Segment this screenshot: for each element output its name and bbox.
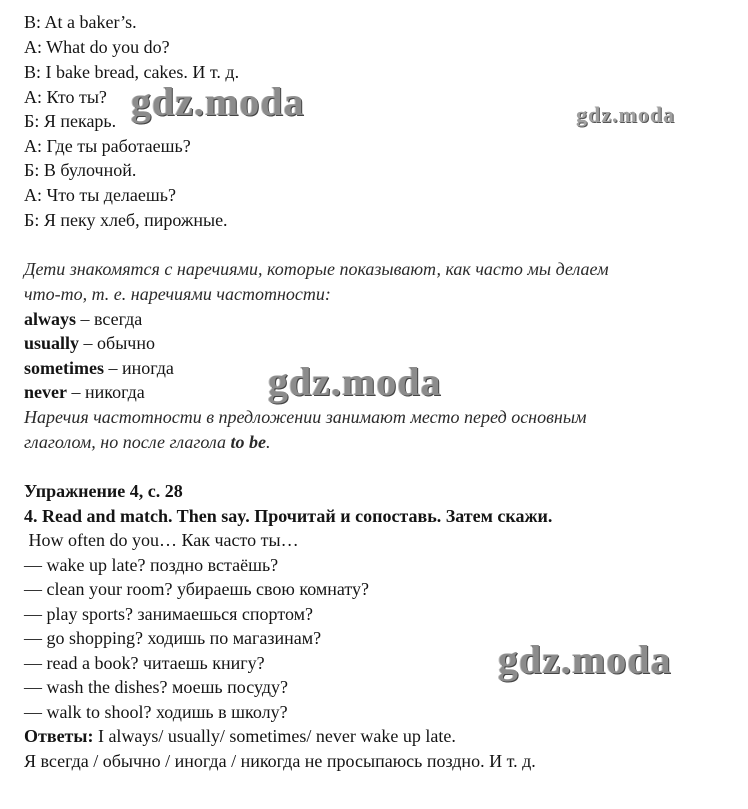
answer-translation: Я всегда / обычно / иногда / никогда не просыпаюсь поздно. И т. д. — [24, 751, 536, 771]
adverb-translation: – никогда — [66, 382, 145, 402]
exercise-question: How often do you… Как часто ты… — [24, 530, 299, 550]
exercise-heading: Упражнение 4, с. 28 — [24, 481, 183, 501]
dialogue-line: А: Кто ты? — [24, 87, 107, 107]
dialogue-line: Б: В булочной. — [24, 160, 137, 180]
adverb-word: sometimes — [24, 358, 104, 378]
rule-text-part: глаголом, но после глагола — [24, 432, 231, 452]
exercise-item: — wake up late? поздно встаёшь? — [24, 555, 279, 575]
watermark-logo: gdz.moda — [576, 102, 676, 127]
intro-text: Дети знакомятся с наречиями, которые показывают, как часто мы делаем — [24, 259, 609, 279]
rule-text — [24, 430, 736, 454]
intro-text: что-то, т. е. наречиями частотности: — [24, 284, 331, 304]
exercise-item: — read a book? читаешь книгу? — [24, 653, 265, 673]
adverb-entry — [24, 356, 736, 380]
answer-text: I always/ usually/ sometimes/ never wake up late. — [93, 726, 456, 746]
dialogue-line: B: At a baker’s. — [24, 12, 137, 32]
exercise-item: — play sports? занимаешься спортом? — [24, 604, 313, 624]
answer-line — [24, 724, 736, 748]
adverb-entry — [24, 380, 736, 404]
dialogue-line: Б: Я пекарь. — [24, 111, 117, 131]
dialogue-line: B: I bake bread, cakes. И т. д. — [24, 62, 240, 82]
rule-text-part: . — [266, 432, 271, 452]
watermark-logo: gdz.moda — [268, 359, 442, 404]
adverb-translation: – иногда — [103, 358, 174, 378]
adverb-translation: – обычно — [79, 333, 155, 353]
adverb-word: always — [24, 309, 77, 329]
adverb-translation: – всегда — [76, 309, 143, 329]
rule-text: Наречия частотности в предложении занимают место перед основным — [24, 407, 587, 427]
answer-label: Ответы: — [24, 726, 94, 746]
exercise-item: — clean your room? убираешь свою комнату? — [24, 579, 370, 599]
exercise-item: — wash the dishes? моешь посуду? — [24, 677, 288, 697]
exercise-task: 4. Read and match. Then say. Прочитай и сопоставь. Затем скажи. — [24, 506, 553, 526]
dialogue-line: А: Где ты работаешь? — [24, 136, 191, 156]
adverb-entry — [24, 331, 736, 355]
exercise-item: — walk to shool? ходишь в школу? — [24, 702, 288, 722]
dialogue-line: А: Что ты делаешь? — [24, 185, 176, 205]
adverb-word: never — [24, 382, 67, 402]
adverb-entry — [24, 307, 736, 331]
exercise-item: — go shopping? ходишь по магазинам? — [24, 628, 322, 648]
watermark-logo: gdz.moda — [131, 79, 305, 124]
adverb-word: usually — [24, 333, 80, 353]
rule-emphasis: to be — [230, 432, 266, 452]
watermark-logo: gdz.moda — [498, 637, 672, 682]
dialogue-line: Б: Я пеку хлеб, пирожные. — [24, 210, 228, 230]
dialogue-line: A: What do you do? — [24, 37, 170, 57]
